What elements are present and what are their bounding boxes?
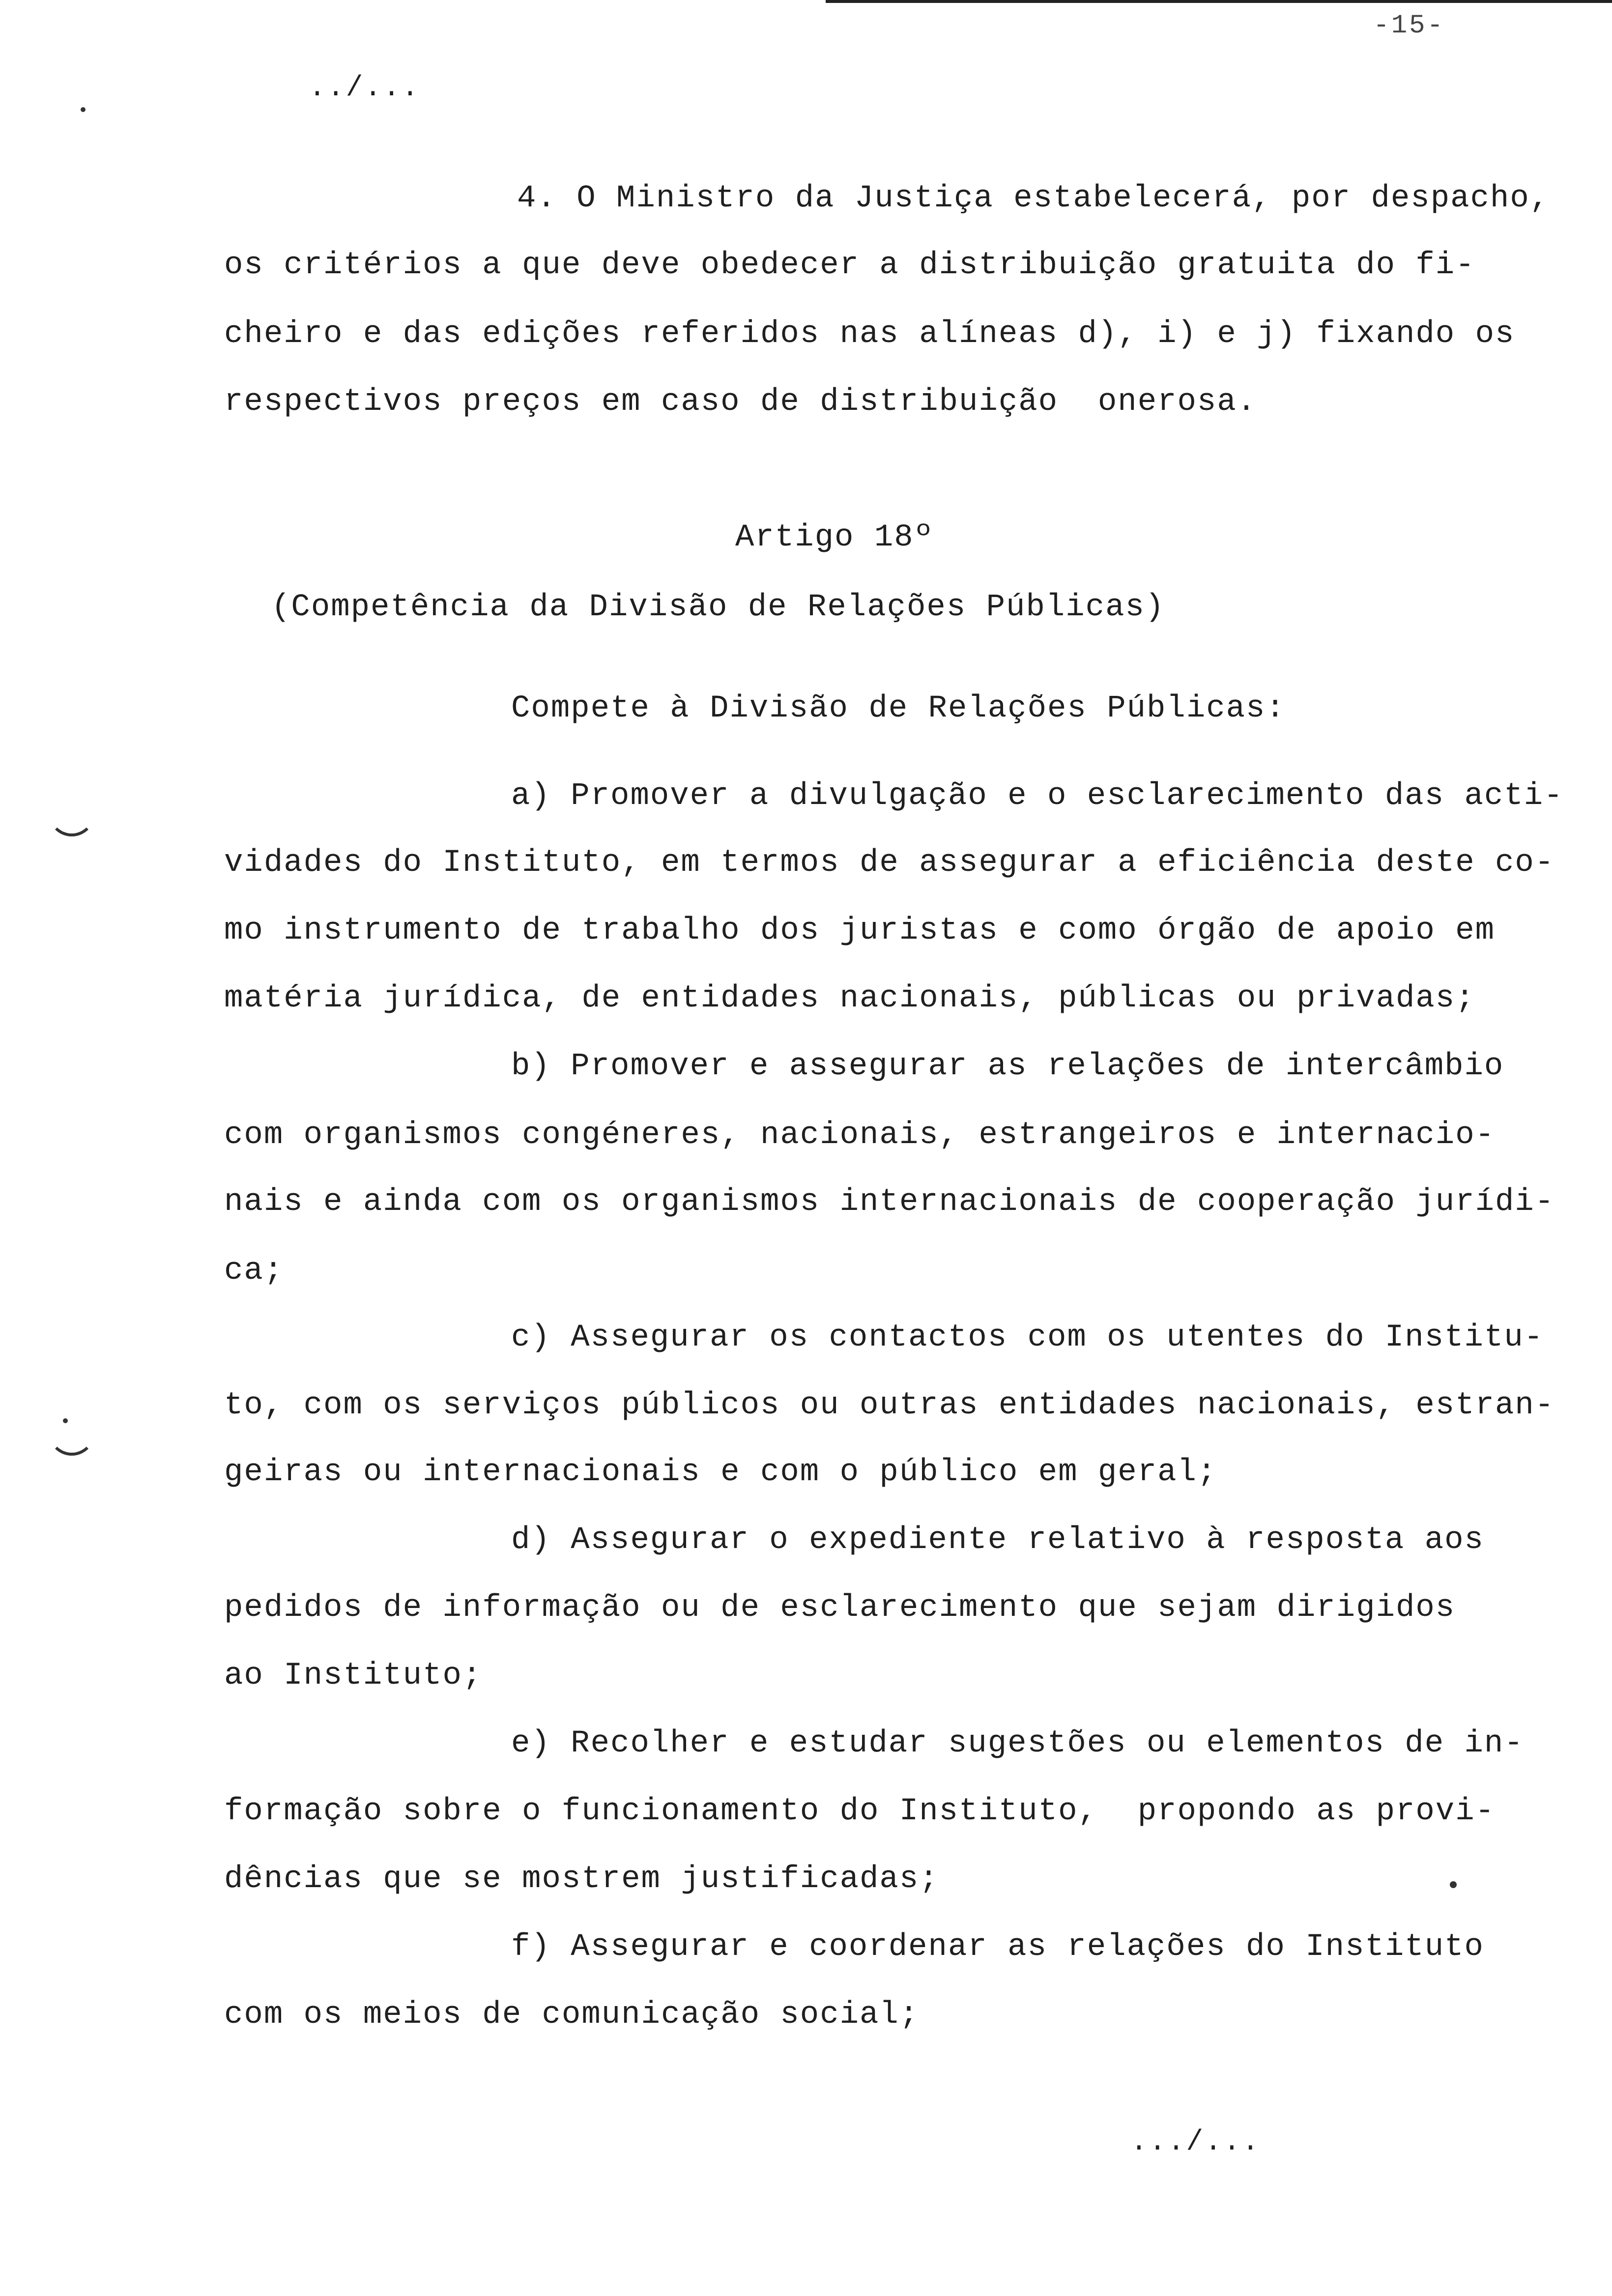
bottom-continuation-mark: .../... xyxy=(1130,2126,1261,2158)
top-continuation-mark: ../... xyxy=(309,72,420,104)
item-e-line-1: e) Recolher e estudar sugestões ou elementos de in- xyxy=(511,1726,1524,1761)
scan-dot-3 xyxy=(63,1418,68,1423)
section4-line-4: respectivos preços em caso de distribuição onerosa. xyxy=(224,384,1257,420)
binder-mark-1 xyxy=(48,806,95,836)
item-f-line-2: com os meios de comunicação social; xyxy=(224,1997,920,2033)
section4-line-2: os critérios a que deve obedecer a distribuição gratuita do fi- xyxy=(224,248,1475,283)
item-d-line-1: d) Assegurar o expediente relativo à resposta aos xyxy=(511,1522,1484,1558)
item-b-line-4: ca; xyxy=(224,1253,284,1289)
item-b-line-1: b) Promover e assegurar as relações de intercâmbio xyxy=(511,1049,1504,1084)
scan-dot-2 xyxy=(1450,1881,1457,1888)
item-d-line-3: ao Instituto; xyxy=(224,1658,483,1693)
section4-line-3: cheiro e das edições referidos nas alíneas d), i) e j) fixando os xyxy=(224,316,1515,352)
item-d-line-2: pedidos de informação ou de esclarecimento que sejam dirigidos xyxy=(224,1590,1456,1626)
item-b-line-3: nais e ainda com os organismos internacionais de cooperação jurídi- xyxy=(224,1184,1555,1220)
article-subtitle: (Competência da Divisão de Relações Públicas) xyxy=(271,590,1165,625)
top-rule xyxy=(826,0,1612,3)
page-number: -15- xyxy=(1373,11,1445,41)
item-b-line-2: com organismos congéneres, nacionais, estrangeiros e internacio- xyxy=(224,1118,1495,1153)
section4-line-1: 4. O Ministro da Justiça estabelecerá, por despacho, xyxy=(517,181,1550,216)
item-c-line-3: geiras ou internacionais e com o público em geral; xyxy=(224,1455,1217,1490)
item-c-line-2: to, com os serviços públicos ou outras entidades nacionais, estran- xyxy=(224,1388,1555,1423)
item-e-line-3: dências que se mostrem justificadas; xyxy=(224,1862,939,1897)
item-e-line-2: formação sobre o funcionamento do Instituto, propondo as provi- xyxy=(224,1794,1495,1829)
scan-dot-1 xyxy=(81,107,86,112)
binder-mark-2 xyxy=(48,1425,95,1456)
item-c-line-1: c) Assegurar os contactos com os utentes do Institu- xyxy=(511,1320,1544,1355)
item-a-line-2: vidades do Instituto, em termos de assegurar a eficiência deste co- xyxy=(224,845,1555,881)
article-title: Artigo 18º xyxy=(735,520,934,555)
item-a-line-3: mo instrumento de trabalho dos juristas e como órgão de apoio em xyxy=(224,913,1495,948)
item-f-line-1: f) Assegurar e coordenar as relações do Instituto xyxy=(511,1929,1484,1965)
item-a-line-1: a) Promover a divulgação e o esclarecimento das acti- xyxy=(511,778,1564,814)
article-intro: Compete à Divisão de Relações Públicas: xyxy=(511,691,1286,726)
item-a-line-4: matéria jurídica, de entidades nacionais, públicas ou privadas; xyxy=(224,981,1475,1016)
